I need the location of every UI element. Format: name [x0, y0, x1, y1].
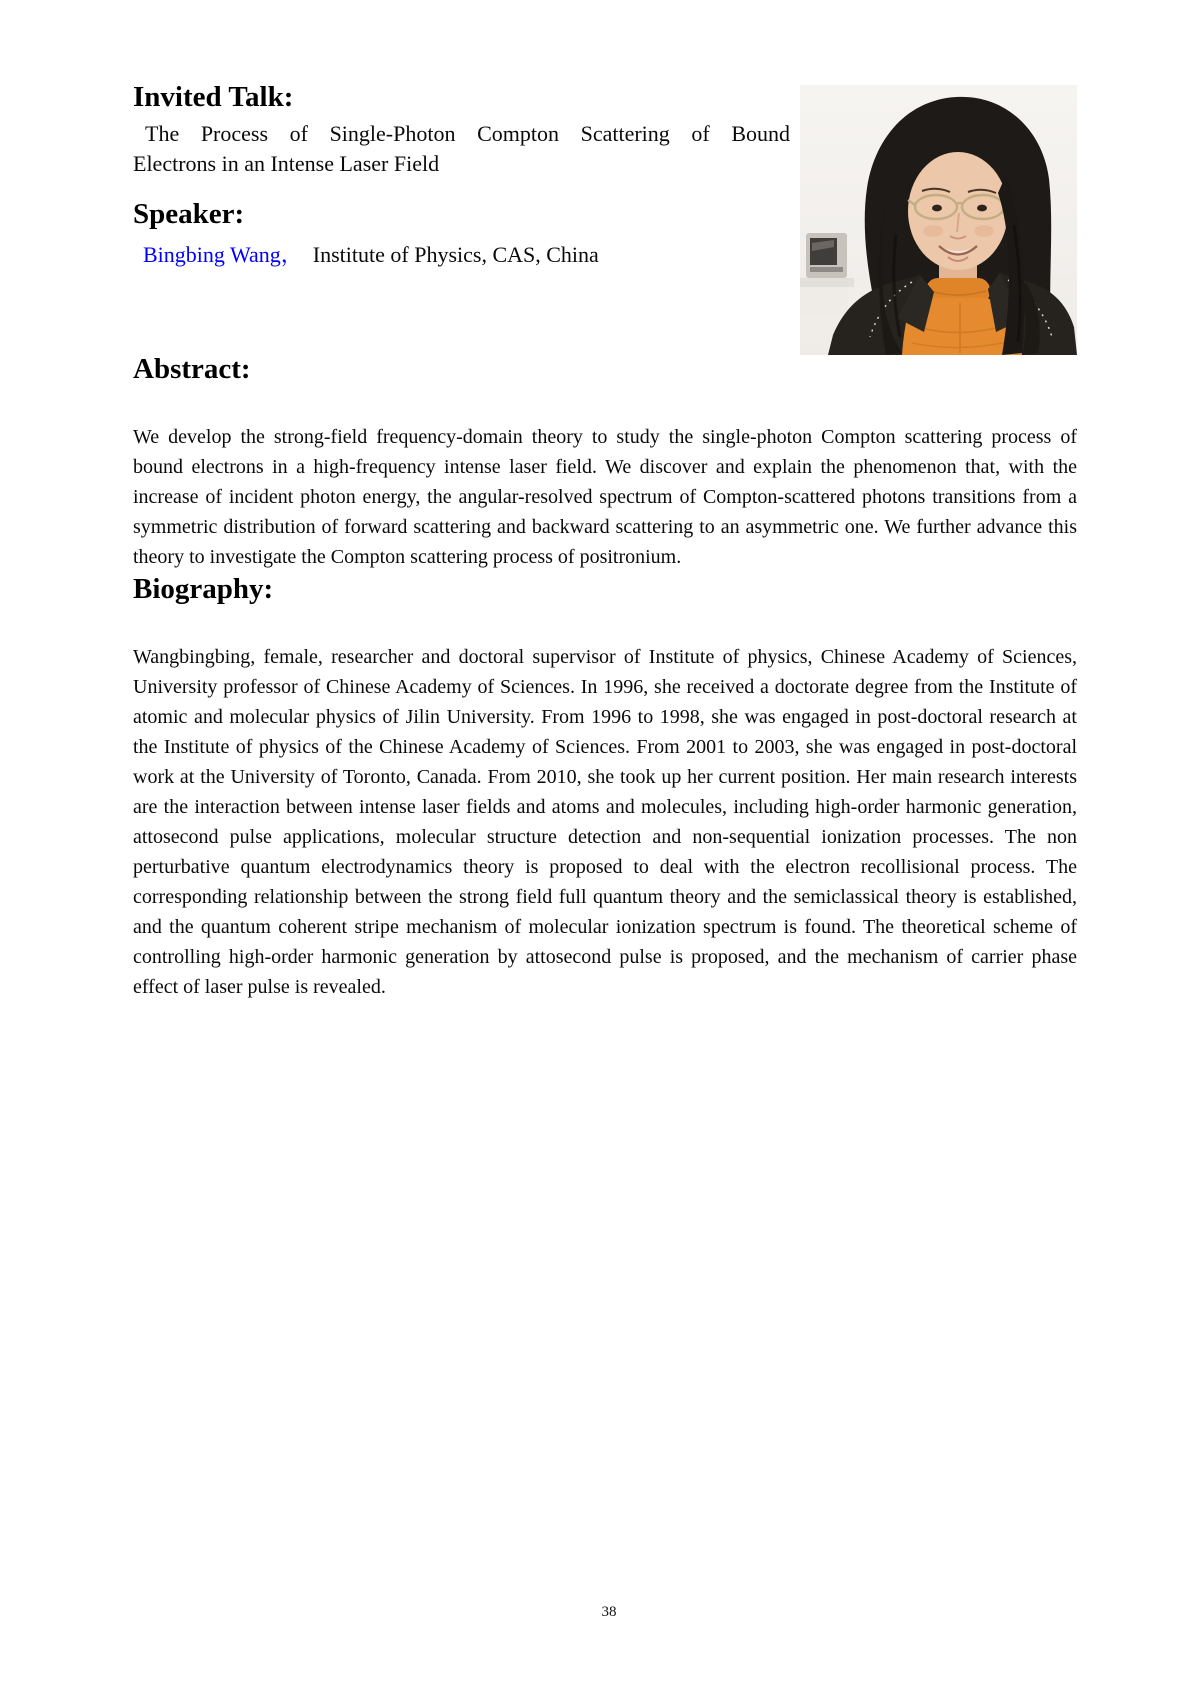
background-device	[800, 233, 854, 317]
page-number: 38	[601, 1604, 617, 1620]
abstract-paragraph: We develop the strong-field frequency-domain theory to study the single-photon Compton scattering process of bound electrons in a high-frequency intense laser field. We discover and explain the phenomenon that, with the increase of incident photon energy, the angular-resolved spectrum of Compton-scattered photons transitions from a symmetric distribution of forward scattering and backward scattering to an asymmetric one. We further advance this theory to investigate the Compton scattering process of positronium.	[133, 426, 1077, 568]
talk-title	[133, 119, 790, 179]
speaker-name: Bingbing Wang	[143, 242, 281, 267]
invited-talk-heading: Invited Talk:	[133, 81, 294, 113]
talk-title-line-1: The Process of Single-Photon Compton Scattering of Bound	[145, 121, 790, 146]
eyes	[932, 205, 942, 212]
speaker-name-separator: ，	[280, 242, 303, 267]
biography-paragraph: Wangbingbing, female, researcher and doctoral supervisor of Institute of physics, Chinese Academy of Sciences, University professor of Chinese Academy of Sciences. In 1996, she received a doctorate degree from the Institute of atomic and molecular physics of Jilin University. From 1996 to 1998, she was engaged in post-doctoral research at the Institute of physics of the Chinese Academy of Sciences. From 2001 to 2003, she was engaged in post-doctoral work at the University of Toronto, Canada. From 2010, she took up her current position. Her main research interests are the interaction between intense laser fields and atoms and molecules, including high-order harmonic generation, attosecond pulse applications, molecular structure detection and non-sequential ionization processes. The non perturbative quantum electrodynamics theory is proposed to deal with the electron recollisional process. The corresponding relationship between the strong field full quantum theory and the semiclassical theory is established, and the quantum coherent stripe mechanism of molecular ionization spectrum is found. The theoretical scheme of controlling high-order harmonic generation by attosecond pulse is proposed, and the mechanism of carrier phase effect of laser pulse is revealed.	[133, 646, 1077, 998]
speaker-heading: Speaker:	[133, 198, 245, 230]
speaker-line	[143, 240, 599, 270]
talk-title-line-2: Electrons in an Intense Laser Field	[133, 151, 440, 176]
speaker-photo	[800, 85, 1077, 355]
biography-heading: Biography:	[133, 573, 274, 605]
abstract-heading: Abstract:	[133, 353, 251, 385]
speaker-affiliation: Institute of Physics, CAS, China	[312, 242, 599, 267]
